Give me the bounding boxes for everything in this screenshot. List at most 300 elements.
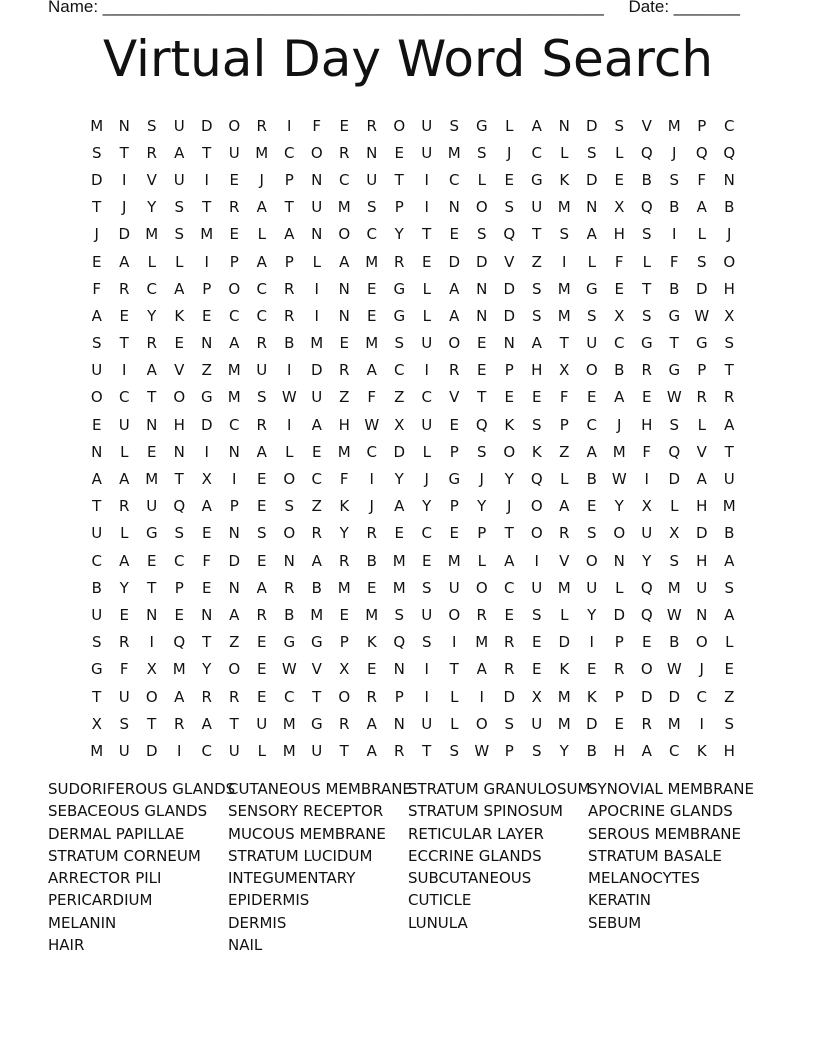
grid-letter: Q bbox=[640, 578, 653, 597]
grid-letter: S bbox=[696, 252, 707, 271]
grid-letter: D bbox=[695, 524, 708, 543]
grid-letter: I bbox=[122, 170, 127, 189]
grid-letter: D bbox=[668, 470, 681, 489]
grid-letter: P bbox=[697, 361, 707, 380]
grid-letter: Z bbox=[339, 388, 350, 407]
grid-letter: D bbox=[640, 687, 653, 706]
grid-letter: C bbox=[394, 361, 405, 380]
grid-letter: A bbox=[724, 415, 735, 434]
grid-letter: Y bbox=[202, 660, 212, 679]
grid-letter: O bbox=[393, 116, 406, 135]
grid-letter: R bbox=[284, 306, 295, 325]
word-bank-item: NAIL bbox=[228, 936, 263, 955]
grid-letter: A bbox=[256, 198, 267, 217]
grid-letter: R bbox=[449, 361, 460, 380]
grid-letter: B bbox=[669, 279, 680, 298]
grid-letter: O bbox=[585, 551, 598, 570]
grid-letter: R bbox=[229, 198, 240, 217]
word-bank-item: HAIR bbox=[48, 936, 85, 955]
grid-letter: E bbox=[312, 442, 322, 461]
grid-letter: U bbox=[421, 605, 433, 624]
grid-letter: B bbox=[669, 198, 680, 217]
grid-letter: L bbox=[312, 252, 321, 271]
grid-letter: F bbox=[642, 442, 652, 461]
grid-letter: O bbox=[145, 687, 158, 706]
grid-letter: P bbox=[477, 524, 487, 543]
grid-letter: E bbox=[477, 361, 487, 380]
grid-letter: S bbox=[174, 524, 185, 543]
grid-letter: I bbox=[314, 306, 319, 325]
grid-letter: L bbox=[560, 470, 569, 489]
grid-letter: Y bbox=[642, 551, 652, 570]
grid-letter: E bbox=[257, 470, 267, 489]
grid-letter: S bbox=[531, 605, 542, 624]
grid-letter: C bbox=[366, 225, 377, 244]
grid-letter: U bbox=[531, 714, 543, 733]
grid-letter: K bbox=[174, 306, 185, 325]
grid-letter: M bbox=[365, 334, 379, 353]
word-bank-item: SEBUM bbox=[588, 913, 642, 932]
grid-letter: E bbox=[367, 578, 377, 597]
grid-letter: E bbox=[229, 225, 239, 244]
grid-letter: S bbox=[146, 116, 157, 135]
grid-letter: E bbox=[257, 551, 267, 570]
grid-letter: F bbox=[339, 470, 349, 489]
grid-letter: N bbox=[173, 442, 185, 461]
grid-letter: W bbox=[474, 741, 490, 760]
grid-row bbox=[83, 493, 743, 520]
grid-letter: M bbox=[282, 714, 296, 733]
grid-letter: L bbox=[422, 279, 431, 298]
word-bank-item: PERICARDIUM bbox=[48, 891, 153, 910]
grid-letter: H bbox=[613, 741, 625, 760]
grid-letter: C bbox=[504, 578, 515, 597]
grid-letter: X bbox=[339, 660, 350, 679]
grid-letter: L bbox=[257, 741, 266, 760]
grid-letter: C bbox=[146, 279, 157, 298]
grid-letter: A bbox=[366, 361, 377, 380]
grid-letter: B bbox=[586, 741, 597, 760]
grid-letter: V bbox=[146, 170, 157, 189]
grid-letter: C bbox=[256, 306, 267, 325]
grid-letter: D bbox=[200, 116, 213, 135]
grid-letter: N bbox=[228, 524, 240, 543]
grid-letter: S bbox=[421, 578, 432, 597]
grid-letter: N bbox=[146, 605, 158, 624]
grid-letter: S bbox=[559, 225, 570, 244]
grid-letter: B bbox=[641, 170, 652, 189]
grid-letter: R bbox=[284, 279, 295, 298]
grid-letter: E bbox=[339, 334, 349, 353]
grid-letter: T bbox=[724, 361, 734, 380]
grid-letter: T bbox=[92, 198, 102, 217]
grid-letter: S bbox=[531, 306, 542, 325]
grid-letter: R bbox=[366, 116, 377, 135]
grid-letter: D bbox=[448, 252, 461, 271]
grid-letter: L bbox=[285, 442, 294, 461]
grid-letter: R bbox=[311, 524, 322, 543]
grid-letter: T bbox=[174, 470, 184, 489]
grid-letter: R bbox=[256, 334, 267, 353]
grid-row bbox=[83, 302, 743, 329]
grid-letter: S bbox=[174, 225, 185, 244]
grid-letter: F bbox=[669, 252, 679, 271]
grid-letter: M bbox=[310, 334, 324, 353]
grid-letter: R bbox=[201, 687, 212, 706]
grid-letter: R bbox=[339, 551, 350, 570]
word-bank-column bbox=[228, 778, 412, 956]
grid-letter: P bbox=[449, 442, 459, 461]
grid-letter: T bbox=[229, 714, 239, 733]
grid-letter: G bbox=[668, 306, 681, 325]
word-bank-item: STRATUM BASALE bbox=[588, 846, 722, 865]
grid-letter: U bbox=[228, 741, 240, 760]
grid-letter: A bbox=[91, 470, 102, 489]
grid-letter: T bbox=[339, 741, 349, 760]
grid-letter: B bbox=[91, 578, 102, 597]
grid-letter: U bbox=[696, 578, 708, 597]
grid-letter: P bbox=[339, 633, 349, 652]
grid-letter: I bbox=[479, 687, 484, 706]
grid-letter: C bbox=[531, 143, 542, 162]
grid-letter: H bbox=[613, 225, 625, 244]
grid-letter: T bbox=[202, 143, 212, 162]
word-bank-column bbox=[588, 778, 768, 956]
grid-letter: H bbox=[696, 497, 708, 516]
word-bank-item: APOCRINE GLANDS bbox=[588, 802, 733, 821]
word-bank-item: SUBCUTANEOUS bbox=[408, 869, 532, 888]
grid-letter: L bbox=[505, 116, 514, 135]
grid-letter: W bbox=[666, 660, 682, 679]
grid-letter: E bbox=[202, 306, 212, 325]
grid-letter: V bbox=[311, 660, 322, 679]
grid-letter: J bbox=[369, 497, 374, 516]
grid-letter: U bbox=[311, 388, 323, 407]
grid-letter: E bbox=[587, 388, 597, 407]
grid-letter: E bbox=[477, 334, 487, 353]
grid-letter: T bbox=[669, 334, 679, 353]
grid-letter: N bbox=[91, 442, 103, 461]
grid-letter: W bbox=[611, 470, 627, 489]
grid-letter: M bbox=[557, 306, 571, 325]
grid-letter: N bbox=[448, 198, 460, 217]
grid-letter: A bbox=[449, 279, 460, 298]
grid-letter: I bbox=[452, 633, 457, 652]
word-bank-item: DERMAL PAPILLAE bbox=[48, 824, 185, 843]
grid-letter: N bbox=[201, 334, 213, 353]
grid-letter: L bbox=[587, 252, 596, 271]
grid-row bbox=[83, 520, 743, 547]
grid-letter: D bbox=[668, 687, 681, 706]
grid-letter: R bbox=[256, 415, 267, 434]
grid-letter: R bbox=[614, 660, 625, 679]
word-bank-item: RETICULAR LAYER bbox=[408, 824, 544, 843]
grid-letter: I bbox=[314, 279, 319, 298]
grid-letter: X bbox=[724, 306, 735, 325]
grid-letter: L bbox=[615, 578, 624, 597]
grid-letter: V bbox=[696, 442, 707, 461]
grid-letter: A bbox=[394, 497, 405, 516]
grid-letter: F bbox=[367, 388, 377, 407]
grid-letter: E bbox=[394, 143, 404, 162]
grid-letter: A bbox=[256, 252, 267, 271]
grid-letter: R bbox=[174, 714, 185, 733]
grid-letter: S bbox=[724, 714, 735, 733]
grid-row bbox=[83, 357, 743, 384]
grid-letter: R bbox=[339, 714, 350, 733]
grid-letter: D bbox=[613, 605, 626, 624]
grid-letter: D bbox=[118, 225, 131, 244]
grid-letter: Y bbox=[504, 470, 514, 489]
grid-letter: L bbox=[477, 551, 486, 570]
grid-letter: T bbox=[147, 578, 157, 597]
grid-letter: P bbox=[614, 687, 624, 706]
grid-letter: B bbox=[366, 551, 377, 570]
grid-letter: A bbox=[531, 334, 542, 353]
grid-row bbox=[83, 221, 743, 248]
letter-grid bbox=[83, 112, 743, 765]
grid-letter: G bbox=[310, 714, 323, 733]
grid-letter: T bbox=[284, 198, 294, 217]
grid-letter: C bbox=[284, 143, 295, 162]
grid-letter: A bbox=[311, 415, 322, 434]
grid-letter: A bbox=[476, 660, 487, 679]
grid-letter: O bbox=[475, 714, 488, 733]
grid-letter: Y bbox=[422, 497, 432, 516]
grid-letter: O bbox=[228, 660, 241, 679]
word-bank-item: SYNOVIAL MEMBRANE bbox=[588, 780, 754, 798]
grid-letter: H bbox=[723, 741, 735, 760]
grid-letter: P bbox=[449, 497, 459, 516]
grid-letter: I bbox=[204, 252, 209, 271]
grid-letter: S bbox=[641, 225, 652, 244]
grid-letter: D bbox=[503, 687, 516, 706]
grid-row bbox=[83, 710, 743, 737]
grid-letter: D bbox=[310, 361, 323, 380]
grid-letter: E bbox=[202, 578, 212, 597]
grid-letter: E bbox=[724, 660, 734, 679]
grid-letter: A bbox=[449, 306, 460, 325]
grid-letter: S bbox=[91, 633, 102, 652]
grid-letter: M bbox=[255, 143, 269, 162]
grid-letter: F bbox=[559, 388, 569, 407]
grid-letter: V bbox=[504, 252, 515, 271]
grid-letter: E bbox=[147, 442, 157, 461]
grid-letter: D bbox=[585, 170, 598, 189]
grid-letter: Y bbox=[614, 497, 624, 516]
grid-letter: C bbox=[421, 524, 432, 543]
grid-letter: N bbox=[696, 605, 708, 624]
grid-letter: W bbox=[281, 388, 297, 407]
grid-letter: I bbox=[534, 551, 539, 570]
grid-letter: M bbox=[310, 605, 324, 624]
grid-letter: J bbox=[672, 143, 677, 162]
grid-letter: R bbox=[504, 633, 515, 652]
grid-letter: E bbox=[174, 334, 184, 353]
grid-letter: L bbox=[175, 252, 184, 271]
grid-letter: Q bbox=[475, 415, 488, 434]
grid-letter: J bbox=[727, 225, 732, 244]
grid-letter: G bbox=[475, 116, 488, 135]
grid-letter: R bbox=[119, 497, 130, 516]
grid-letter: D bbox=[503, 279, 516, 298]
grid-letter: S bbox=[531, 279, 542, 298]
grid-letter: U bbox=[641, 524, 653, 543]
grid-letter: K bbox=[504, 415, 515, 434]
grid-letter: S bbox=[91, 143, 102, 162]
grid-letter: R bbox=[366, 687, 377, 706]
grid-letter: T bbox=[559, 334, 569, 353]
grid-row bbox=[83, 547, 743, 574]
grid-letter: N bbox=[558, 116, 570, 135]
grid-letter: K bbox=[339, 497, 350, 516]
grid-letter: S bbox=[284, 497, 295, 516]
grid-letter: E bbox=[367, 660, 377, 679]
word-bank bbox=[48, 778, 768, 956]
grid-letter: Z bbox=[201, 361, 212, 380]
grid-letter: S bbox=[421, 633, 432, 652]
grid-letter: E bbox=[614, 714, 624, 733]
grid-letter: O bbox=[448, 605, 461, 624]
grid-letter: U bbox=[586, 334, 598, 353]
grid-letter: I bbox=[122, 361, 127, 380]
grid-letter: N bbox=[338, 279, 350, 298]
grid-letter: E bbox=[202, 524, 212, 543]
grid-letter: W bbox=[281, 660, 297, 679]
grid-letter: X bbox=[559, 361, 570, 380]
grid-letter: M bbox=[392, 551, 406, 570]
grid-letter: I bbox=[232, 470, 237, 489]
grid-letter: H bbox=[173, 415, 185, 434]
grid-letter: M bbox=[557, 687, 571, 706]
grid-letter: N bbox=[613, 551, 625, 570]
grid-letter: U bbox=[146, 497, 158, 516]
grid-letter: A bbox=[696, 198, 707, 217]
grid-letter: D bbox=[585, 714, 598, 733]
grid-letter: E bbox=[174, 605, 184, 624]
grid-letter: U bbox=[448, 578, 460, 597]
grid-letter: E bbox=[367, 306, 377, 325]
grid-letter: X bbox=[641, 497, 652, 516]
grid-letter: N bbox=[311, 225, 323, 244]
grid-letter: H bbox=[723, 279, 735, 298]
grid-letter: R bbox=[724, 388, 735, 407]
grid-letter: N bbox=[228, 442, 240, 461]
grid-letter: O bbox=[448, 334, 461, 353]
grid-letter: B bbox=[284, 334, 295, 353]
grid-letter: T bbox=[119, 143, 129, 162]
grid-letter: I bbox=[672, 225, 677, 244]
grid-letter: E bbox=[257, 497, 267, 516]
grid-letter: E bbox=[422, 551, 432, 570]
grid-letter: G bbox=[640, 334, 653, 353]
grid-letter: Y bbox=[147, 198, 157, 217]
grid-letter: O bbox=[475, 578, 488, 597]
grid-letter: Q bbox=[530, 470, 543, 489]
grid-letter: T bbox=[147, 714, 157, 733]
grid-letter: C bbox=[614, 334, 625, 353]
grid-letter: A bbox=[724, 551, 735, 570]
grid-letter: H bbox=[531, 361, 543, 380]
grid-letter: S bbox=[366, 198, 377, 217]
grid-letter: C bbox=[669, 741, 680, 760]
grid-letter: A bbox=[724, 605, 735, 624]
grid-letter: M bbox=[722, 497, 736, 516]
grid-letter: T bbox=[449, 660, 459, 679]
grid-letter: P bbox=[559, 415, 569, 434]
grid-letter: M bbox=[557, 578, 571, 597]
grid-letter: R bbox=[146, 334, 157, 353]
grid-letter: Z bbox=[394, 388, 405, 407]
grid-letter: I bbox=[424, 198, 429, 217]
grid-letter: F bbox=[119, 660, 129, 679]
grid-letter: A bbox=[504, 551, 515, 570]
grid-letter: C bbox=[449, 170, 460, 189]
grid-letter: E bbox=[449, 524, 459, 543]
grid-letter: M bbox=[447, 143, 461, 162]
grid-letter: E bbox=[532, 633, 542, 652]
grid-letter: E bbox=[257, 660, 267, 679]
grid-letter: R bbox=[394, 252, 405, 271]
grid-letter: M bbox=[90, 741, 104, 760]
grid-letter: C bbox=[229, 306, 240, 325]
grid-letter: B bbox=[724, 524, 735, 543]
grid-letter: D bbox=[228, 551, 241, 570]
grid-letter: M bbox=[475, 633, 489, 652]
grid-letter: A bbox=[119, 551, 130, 570]
grid-letter: U bbox=[421, 415, 433, 434]
word-bank-item: STRATUM CORNEUM bbox=[48, 846, 201, 865]
grid-letter: M bbox=[227, 361, 241, 380]
grid-row bbox=[83, 248, 743, 275]
grid-letter: M bbox=[145, 225, 159, 244]
grid-letter: B bbox=[724, 198, 735, 217]
grid-letter: M bbox=[337, 198, 351, 217]
date-field-label: Date: _______ bbox=[628, 0, 740, 16]
grid-letter: L bbox=[120, 442, 129, 461]
word-bank-column bbox=[48, 778, 236, 956]
grid-letter: G bbox=[668, 361, 681, 380]
grid-letter: D bbox=[393, 442, 406, 461]
grid-row bbox=[83, 275, 743, 302]
grid-letter: T bbox=[202, 198, 212, 217]
grid-row bbox=[83, 112, 743, 139]
grid-letter: O bbox=[90, 388, 103, 407]
grid-letter: X bbox=[531, 687, 542, 706]
grid-letter: S bbox=[614, 116, 625, 135]
grid-letter: R bbox=[504, 660, 515, 679]
grid-letter: U bbox=[723, 470, 735, 489]
grid-letter: H bbox=[338, 415, 350, 434]
grid-letter: L bbox=[477, 170, 486, 189]
grid-letter: T bbox=[92, 687, 102, 706]
grid-letter: D bbox=[558, 633, 571, 652]
grid-letter: L bbox=[560, 143, 569, 162]
word-bank-item: STRATUM SPINOSUM bbox=[408, 802, 563, 821]
grid-letter: T bbox=[147, 388, 157, 407]
grid-letter: R bbox=[641, 714, 652, 733]
grid-letter: S bbox=[586, 143, 597, 162]
grid-letter: T bbox=[642, 279, 652, 298]
grid-row bbox=[83, 194, 743, 221]
grid-letter: N bbox=[723, 170, 735, 189]
grid-letter: O bbox=[338, 687, 351, 706]
word-bank-item: LUNULA bbox=[408, 913, 468, 932]
grid-letter: A bbox=[146, 361, 157, 380]
grid-letter: Q bbox=[173, 633, 186, 652]
word-bank-item: INTEGUMENTARY bbox=[228, 869, 356, 888]
grid-row bbox=[83, 465, 743, 492]
